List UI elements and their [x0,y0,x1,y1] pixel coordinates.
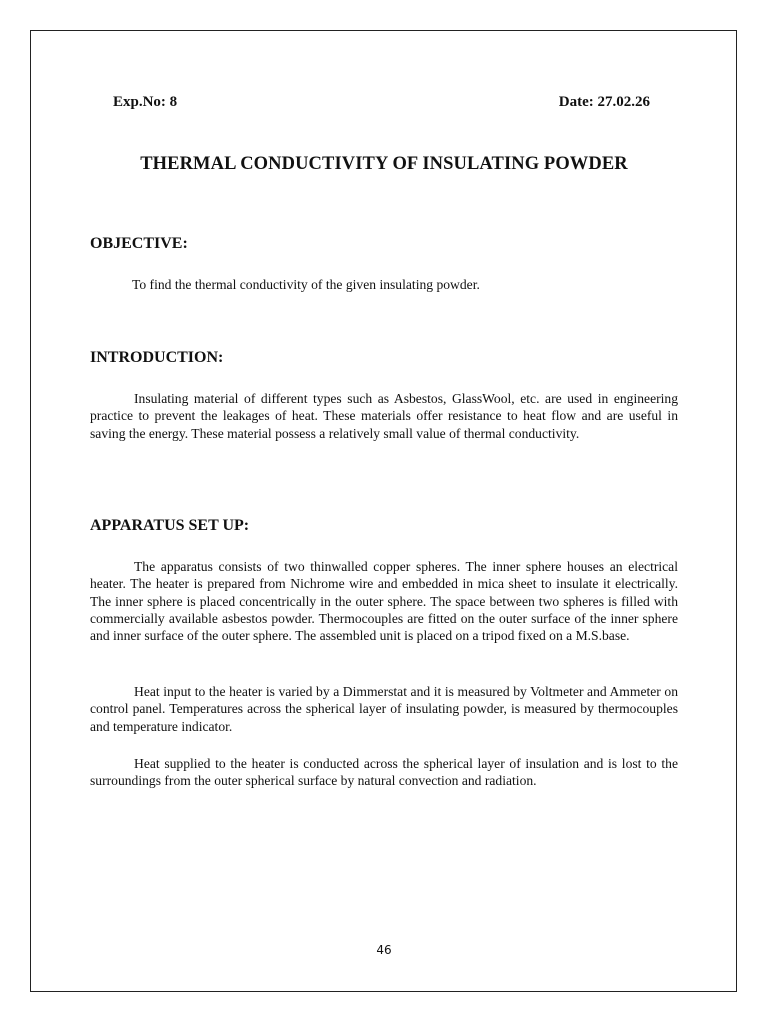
apparatus-heading: APPARATUS SET UP: [90,517,250,534]
experiment-date: Date: 27.02.26 [558,94,650,110]
introduction-heading: INTRODUCTION: [90,349,224,366]
objective-heading: OBJECTIVE: [90,235,188,252]
experiment-header [113,94,650,111]
page-number: 46 [376,943,392,957]
apparatus-paragraph-3: Heat supplied to the heater is conducted across the spherical layer of insulation and is lost to the surroundings from the outer spherical surface by natural convection and radiation. [90,756,678,789]
apparatus-paragraph-1: The apparatus consists of two thinwalled copper spheres. The inner sphere houses an electrical heater. The heater is prepared from Nichrome wire and embedded in mica sheet to insulate it electrically. The inner sphere is placed concentrically in the outer sphere. The space between two spheres is filled with commercially available asbestos powder. Thermocouples are fitted on the outer surface of the inner sphere and inner surface of the outer sphere. The assembled unit is placed on a tripod fixed on a M.S.base. [90,559,678,644]
introduction-paragraph: Insulating material of different types such as Asbestos, GlassWool, etc. are used in engineering practice to prevent the leakages of heat. These materials offer resistance to heat flow and are useful in saving the energy. These material possess a relatively small value of thermal conductivity. [90,391,678,441]
apparatus-paragraph-2: Heat input to the heater is varied by a Dimmerstat and it is measured by Voltmeter and Ammeter on control panel. Temperatures across the spherical layer of insulating powder, is measured by thermocouples and temperature indicator. [90,684,678,734]
experiment-number: Exp.No: 8 [113,94,178,110]
document-title: THERMAL CONDUCTIVITY OF INSULATING POWDER [140,154,628,174]
objective-text: To find the thermal conductivity of the given insulating powder. [132,277,480,292]
